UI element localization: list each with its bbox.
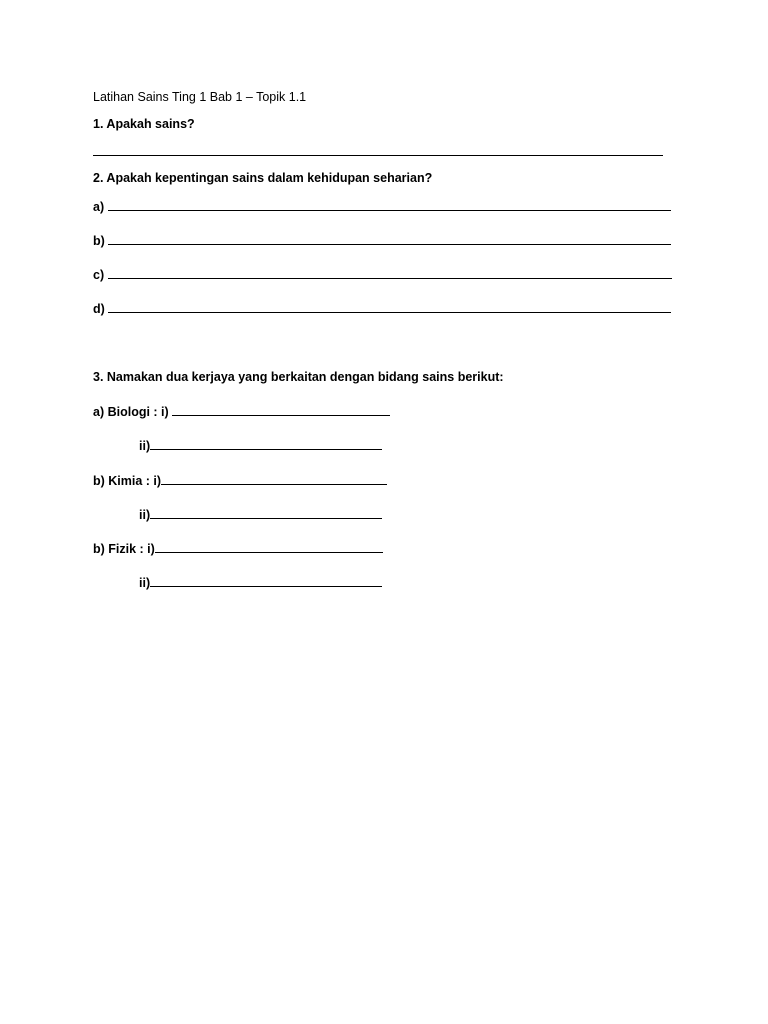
question-2: 2. Apakah kepentingan sains dalam kehidupan seharian? <box>93 171 433 185</box>
worksheet-title: Latihan Sains Ting 1 Bab 1 – Topik 1.1 <box>93 90 307 104</box>
q2-item-c <box>93 266 672 283</box>
answer-line-biologi-ii[interactable] <box>150 437 382 450</box>
q2-item-a <box>93 198 671 215</box>
q3-kimia-i <box>93 472 387 489</box>
answer-line-q2-a[interactable] <box>108 198 671 211</box>
question-3: 3. Namakan dua kerjaya yang berkaitan dengan bidang sains berikut: <box>93 370 504 384</box>
answer-line-q2-d[interactable] <box>108 300 671 313</box>
answer-line-biologi-i[interactable] <box>172 403 390 416</box>
q2-item-d <box>93 300 671 317</box>
answer-line-q2-b[interactable] <box>108 232 671 245</box>
q3-fizik-i <box>93 540 383 557</box>
answer-line-kimia-ii[interactable] <box>150 506 382 519</box>
answer-line-fizik-ii[interactable] <box>150 574 382 587</box>
q3-biologi-label: a) Biologi : i) <box>93 405 169 419</box>
q3-biologi-i <box>93 403 390 420</box>
answer-line-kimia-i[interactable] <box>161 472 387 485</box>
q2-item-b-label: b) <box>93 234 105 248</box>
q2-item-a-label: a) <box>93 200 105 214</box>
q3-biologi-ii <box>139 437 382 454</box>
answer-line-q2-c[interactable] <box>108 266 672 279</box>
question-1: 1. Apakah sains? <box>93 117 195 131</box>
q3-kimia-ii <box>139 506 382 523</box>
q3-kimia-ii-label: ii) <box>139 508 151 522</box>
q3-biologi-ii-label: ii) <box>139 439 151 453</box>
q2-item-b <box>93 232 671 249</box>
q3-fizik-ii <box>139 574 382 591</box>
q2-item-c-label: c) <box>93 268 105 282</box>
answer-line-fizik-i[interactable] <box>155 540 383 553</box>
q2-item-d-label: d) <box>93 302 105 316</box>
q3-kimia-label: b) Kimia : i) <box>93 474 162 488</box>
q3-fizik-label: b) Fizik : i) <box>93 542 155 556</box>
answer-line-q1[interactable] <box>93 155 663 156</box>
q3-fizik-ii-label: ii) <box>139 576 151 590</box>
